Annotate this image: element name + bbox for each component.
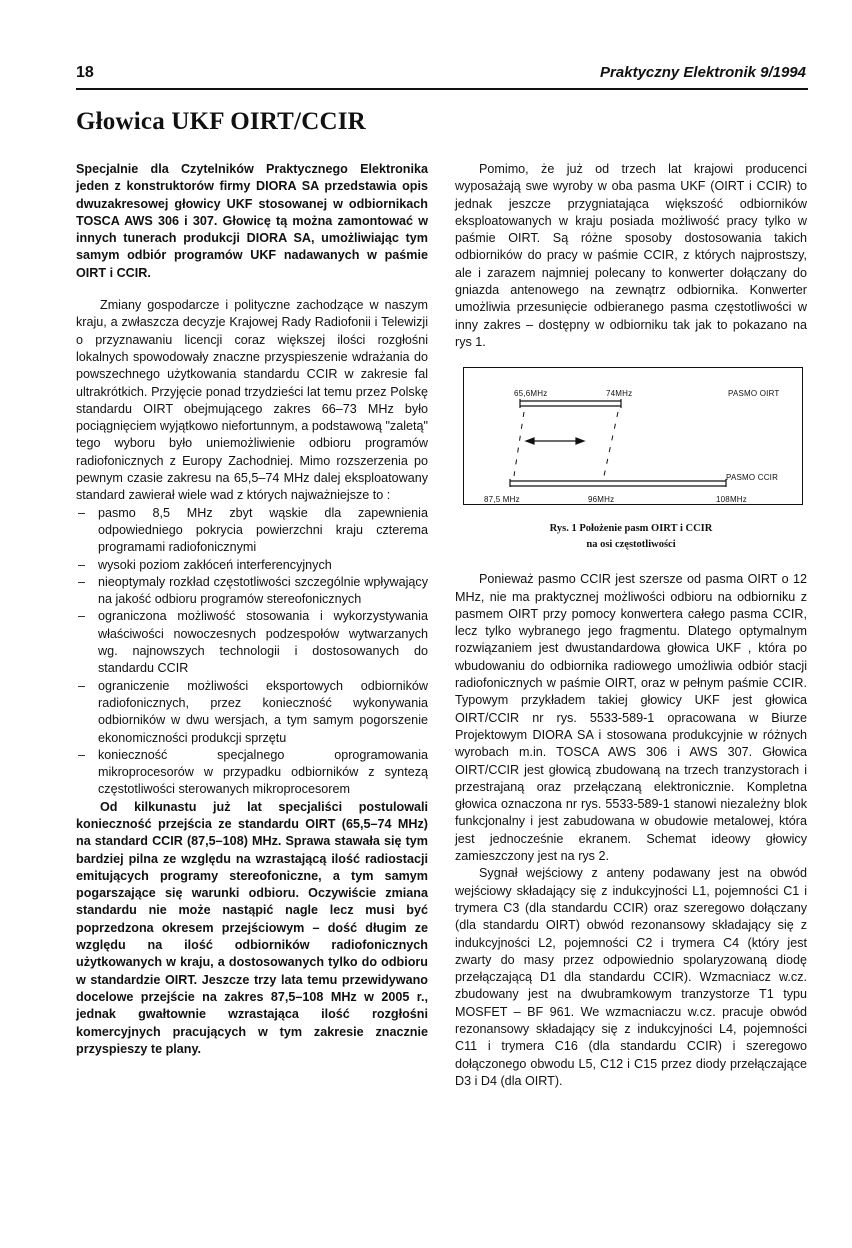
left-column <box>76 161 428 1058</box>
figure-caption <box>455 521 807 553</box>
label-oirt-start: 65,6MHz <box>514 389 548 399</box>
list-item: – nieoptymaly rozkład częstotliwości szczególnie wpływający na jakość odbioru programów stereofonicznych <box>76 574 428 609</box>
paragraph: Sygnał wejściowy z anteny podawany jest na obwód wejściowy składający się z indukcyjności L1, pojemności C1 i trymera C3 (dla standardu CCIR) oraz szeregowo dołączany (dla standardu OIRT) obwód rezonansowy składający się z indukcyjności L2, pojemności C2 i trymera C4 (który jest zwarty do masy przez odpowiednio spolaryzowaną diodę przełączającą D1 dla standardu CCIR). Wzmacniacz w.cz. zbudowany jest na dwubramkowym tranzystorze T1 typu MOSFET – BF 961. We wzmacniaczu w.cz. pracuje obwód rezonansowy składający się z indukcyjności L4, pojemności C11 i trymera C16 (dla standardu CCIR) i szeregowo dołączonego obwodu L5, C12 i C15 przez diody przełączające D3 i D4 (dla OIRT). <box>455 866 807 1088</box>
caption-line: na osi częstotliwości <box>586 539 676 551</box>
mapping-lines <box>514 412 618 476</box>
ccir-band-bracket <box>510 479 726 487</box>
article-lead: Specjalnie dla Czytelników Praktycznego Elektronika jeden z konstruktorów firmy DIORA SA przedstawia opis dwuzakresowej głowicy UKF stosowanej w odbiornikach TOSCA AWS 306 i 307. Głowicę tą można zamontować w innych tunerach produkcji DIORA SA, umożliwiając tym samym odbiór programów UKF nadawanych w paśmie OIRT i CCIR. <box>76 162 428 280</box>
list-item: – ograniczenie możliwości eksportowych odbiorników radiofonicznych, przez konieczność wykonywania odbiorników w dwu wersjach, a tym samym pogorszenie ekonomiczności produkcji sprzętu <box>76 678 428 747</box>
list-item: – ograniczona możliwość stosowania i wykorzystywania właściwości nowoczesnych podzespołów wytwarzanych wg. najnowszych technologii i dostosowanych do standardu CCIR <box>76 608 428 677</box>
list-item: – pasmo 8,5 MHz zbyt wąskie dla zapewnienia odpowiedniego pokrycia powierzchni kraju czterema programami radiofonicznymi <box>76 505 428 557</box>
label-oirt-end: 74MHz <box>606 389 633 399</box>
drawbacks-list <box>76 505 428 799</box>
label-ccir-start: 87,5 MHz <box>484 495 520 505</box>
header-rule <box>76 88 808 90</box>
page-header <box>76 64 806 86</box>
paragraph: Zmiany gospodarcze i polityczne zachodzące w naszym kraju, a zwłaszcza decyzje Krajowej Rady Radiofonii i Telewizji o przyznawaniu licencji coraz większej ilości rozgłośni lokalnych spowodowały znaczne przyspieszenie wdrażania do powszechnego użytkowania standardu CCIR w zakresie fal ultrakrótkich. Przyjęcie ponad trzydzieści lat temu przez Polskę standardu OIRT obejmującego zakres 66–73 MHz było pociągnięciem wyjątkowo niefortunnym, a podstawową "zaletą" tego wyboru było uniemożliwienie odbioru programów radiofonicznych z Europy Zachodniej. Mimo rozszerzenia po pewnym czasie zakresu na 65,5–74 MHz dalej eksploatowany standard zawierał wiele wad z których najważniejsze to : <box>76 298 428 503</box>
list-item: – wysoki poziom zakłóceń interferencyjnych <box>76 557 428 574</box>
page-number: 18 <box>76 64 94 81</box>
paragraph: Ponieważ pasmo CCIR jest szersze od pasma OIRT o 12 MHz, nie ma praktycznej możliwości odbioru na odbiorniku z pasmem OIRT przy pomocy konwertera całego pasma CCIR, lecz tylko wybranego jego fragmentu. Dlatego optymalnym rozwiązaniem jest dwustandardowa głowica UKF , która po wbudowaniu do odbiornika radiowego umożliwia odbiór stacji radiofonicznych w paśmie OIRT, oraz w pełnym paśmie CCIR. Typowym przykładem takiej głowicy UKF jest głowica OIRT/CCIR nr rys. 5533-589-1 opracowana w Biurze Projektowym DIORA SA i stosowana produkcyjnie w różnych wyrobach m.in. TOSCA AWS 306 i AWS 307. Głowica OIRT/CCIR jest głowicą zbudowaną na trzech tranzystorach i przestrajaną oraz przełączaną elektronicznie. Kompletna głowica oznaczona nr rys. 5533-589-1 stanowi niezależny blok funkcjonalny i jest zabudowana w obudowie metalowej, która jest jednocześnie ekranem. Schemat ideowy głowicy zamieszczony jest na rys 2. <box>455 572 807 864</box>
paragraph: Pomimo, że już od trzech lat krajowi producenci wyposażają swe wyroby w oba pasma UKF (OIRT i CCIR) to jednak jeszcze przygniatająca większość odbiorników eksploatowanych w kraju posiada możliwość pracy tylko w paśmie OIRT. Są różne sposoby dostosowania takich odbiorników do pracy w paśmie CCIR, z których najprostszy, ale i zarazem najmniej polecany to konwerter dołączany do gniazda antenowego na zewnątrz odbiornika. Konwerter umożliwia przesunięcie odbieranego pasma częstotliwości w inny zakres – dostępny w odbiorniku tak jak to pokazano na rys 1. <box>455 162 807 349</box>
paragraph: Od kilkunastu już lat specjaliści postulowali konieczność przejścia ze standardu OIRT (65,5–74 MHz) na standard CCIR (87,5–108) MHz. Sprawa stawała się tym bardziej pilna ze względu na wzrastającą ilość radiostacji emitujących programy stereofoniczne, a tym samym pogarszające się warunki odbioru. Oczywiście zmiana standardu nie może nastąpić nagle lecz musi być poprzedzona okresem przejściowym – dość długim ze względu na ilość odbiorników radiofonicznych użytkowanych w kraju, a dostosowanych tylko do odbioru w standardzie OIRT. Jeszcze trzy lata temu przewidywano docelowe przejście na zakres 87,5–108 MHz w 2005 r., jednak gwałtownie wzrastająca ilość rozgłośni komercyjnych pracujących w tym zakresie znacznie przyspieszy te plany. <box>76 799 428 1056</box>
figure-band-diagram <box>463 367 803 505</box>
caption-line: Rys. 1 Położenie pasm OIRT i CCIR <box>549 523 713 535</box>
label-ccir-end: 108MHz <box>716 495 747 505</box>
journal-title: Praktyczny Elektronik 9/1994 <box>600 64 806 81</box>
label-band-oirt: PASMO OIRT <box>728 389 780 399</box>
label-band-ccir: PASMO CCIR <box>726 473 779 483</box>
right-column <box>455 161 807 1090</box>
list-item: – konieczność specjalnego oprogramowania mikroprocesorów w przypadku odbiorników z syntezą częstotliwości sterowanych mikroprocesorem <box>76 747 428 799</box>
shift-arrow <box>526 438 584 444</box>
article-title: Głowica UKF OIRT/CCIR <box>76 108 366 135</box>
label-ccir-mid: 96MHz <box>588 495 615 505</box>
